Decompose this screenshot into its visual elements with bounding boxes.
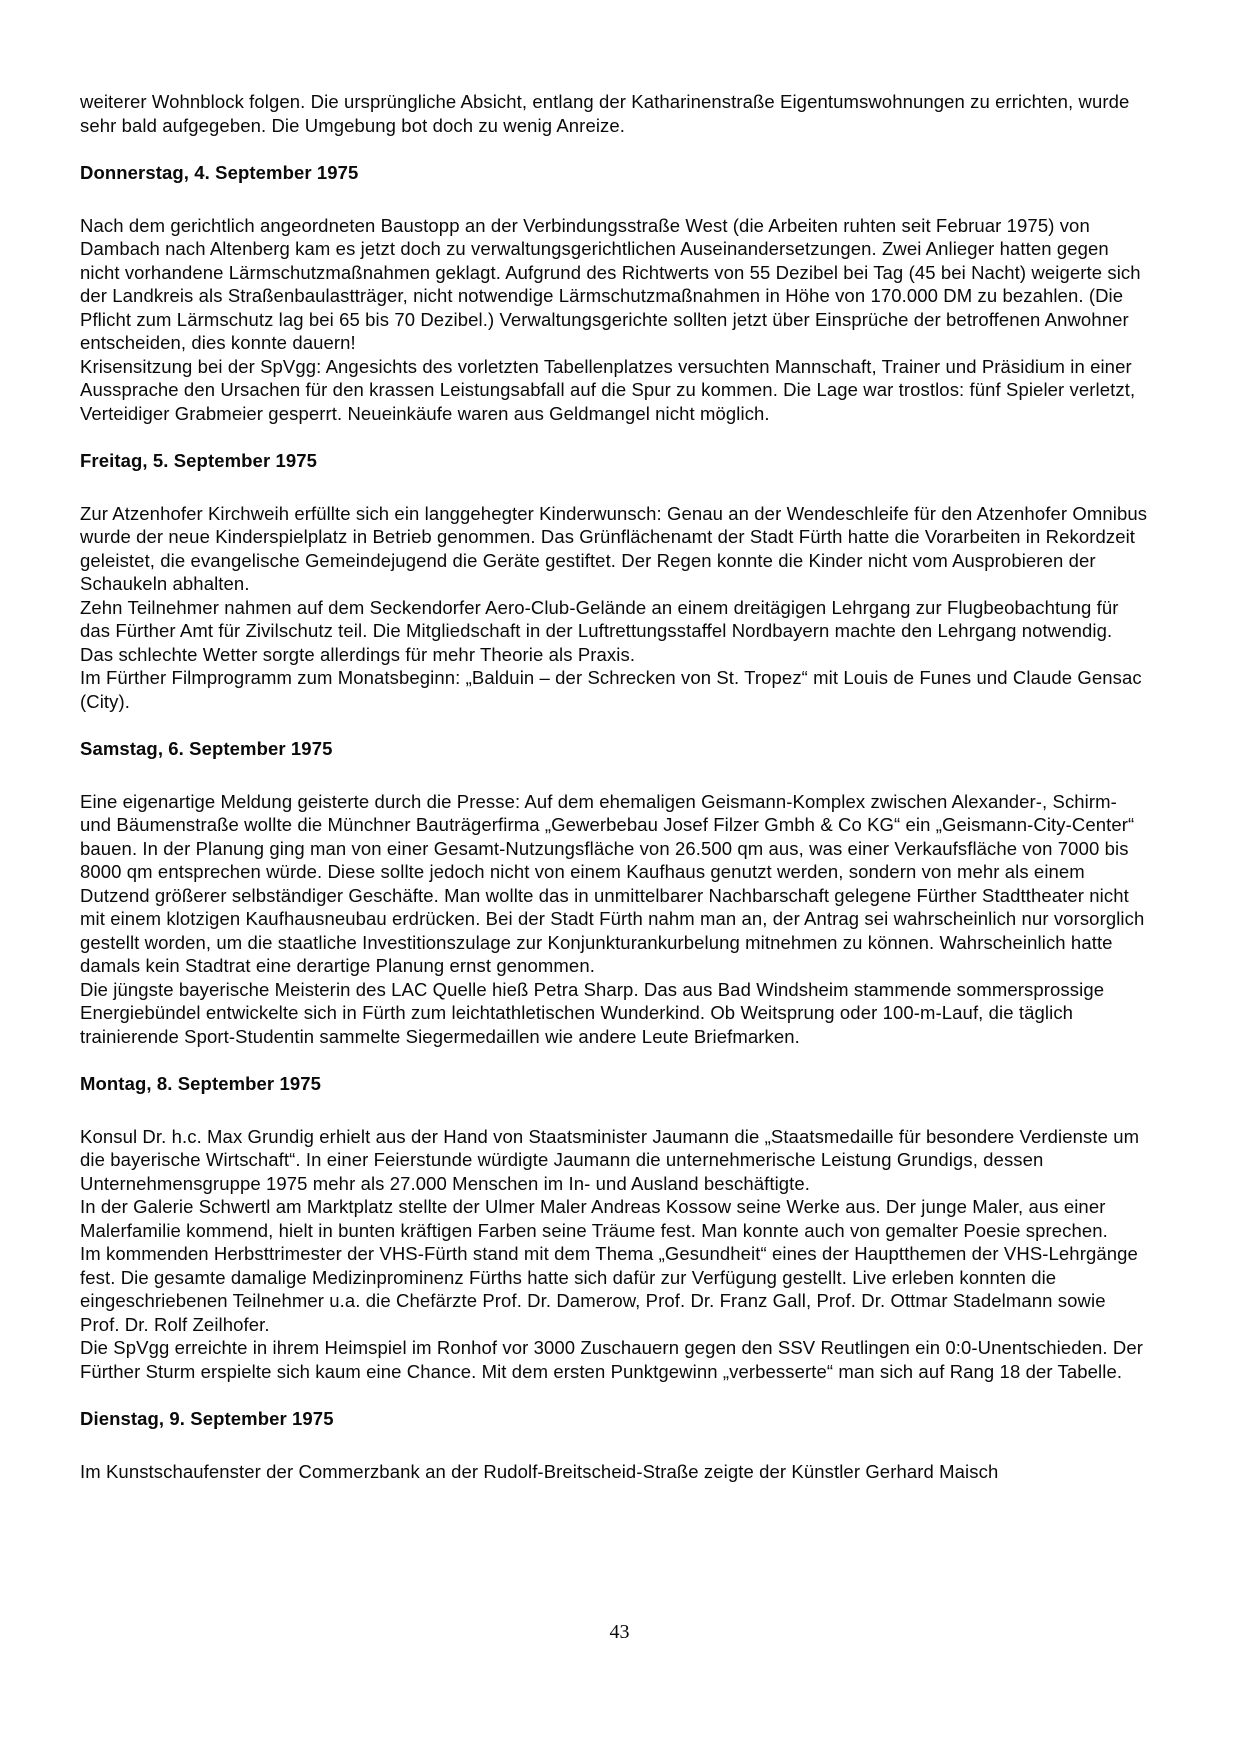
paragraph: In der Galerie Schwertl am Marktplatz stellte der Ulmer Maler Andreas Kossow seine Werke aus. Der junge Maler, aus einer Malerfamilie kommend, hielt in bunten kräftigen Farben seine Träume fest. Man konnte auch von gemalter Poesie sprechen. [80,1196,1108,1241]
paragraph: Im kommenden Herbsttrimester der VHS-Fürth stand mit dem Thema „Gesundheit“ eines der Hauptthemen der VHS-Lehrgänge fest. Die gesamte damalige Medizinprominenz Fürths hatte sich dafür zur Verfügung gestellt. Live erleben konnten die eingeschriebenen Teilnehmer u.a. die Chefärzte Prof. Dr. Damerow, Prof. Dr. Franz Gall, Prof. Dr. Ottmar Stadelmann sowie Prof. Dr. Rolf Zeilhofer. [80,1243,1138,1335]
paragraph: Zehn Teilnehmer nahmen auf dem Seckendorfer Aero-Club-Gelände an einem dreitägigen Lehrgang zur Flugbeobachtung für das Fürther Amt für Zivilschutz teil. Die Mitgliedschaft in der Luftrettungsstaffel Nordbayern machte den Lehrgang notwendig. Das schlechte Wetter sorgte allerdings für mehr Theorie als Praxis. [80,596,1119,665]
paragraph: Im Fürther Filmprogramm zum Monatsbeginn: „Balduin – der Schrecken von St. Tropez“ mit Louis de Funes und Claude Gensac (City). [80,667,1142,712]
paragraph: Nach dem gerichtlich angeordneten Baustopp an der Verbindungsstraße West (die Arbeiten ruhten seit Februar 1975) von Dambach nach Altenberg kam es jetzt doch zu verwaltungsgerichtlichen Auseinandersetzungen. Zwei Anlieger hatten gegen nicht vorhandene Lärmschutzmaßnahmen geklagt. Aufgrund des Richtwerts von 55 Dezibel bei Tag (45 bei Nacht) weigerte sich der Landkreis als Straßenbaulastträger, nicht notwendige Lärmschutzmaßnahmen in Höhe von 170.000 DM zu bezahlen. (Die Pflicht zum Lärmschutz lag bei 65 bis 70 Dezibel.) Verwaltungsgerichte sollten jetzt über Einsprüche der betroffenen Anwohner entscheiden, dies konnte dauern! [80,214,1141,353]
continued-paragraph: weiterer Wohnblock folgen. Die ursprüngliche Absicht, entlang der Katharinenstraße Eigentumswohnungen zu errichten, wurde sehr bald aufgegeben. Die Umgebung bot doch zu wenig Anreize. [80,91,1130,136]
paragraph: Die jüngste bayerische Meisterin des LAC Quelle hieß Petra Sharp. Das aus Bad Windsheim stammende sommersprossige Energiebündel entwickelte sich in Fürth zum leichtathletischen Wunderkind. Ob Weitsprung oder 100-m-Lauf, die täglich trainierende Sport-Studentin sammelte Siegermedaillen wie andere Leute Briefmarken. [80,978,1105,1047]
paragraph: Die SpVgg erreichte in ihrem Heimspiel im Ronhof vor 3000 Zuschauern gegen den SSV Reutlingen ein 0:0-Unentschieden. Der Fürther Sturm erspielte sich kaum eine Chance. Mit dem ersten Punktgewinn „verbesserte“ man sich auf Rang 18 der Tabelle. [80,1337,1143,1382]
paragraph: Im Kunstschaufenster der Commerzbank an der Rudolf-Breitscheid-Straße zeigte der Künstler Gerhard Maisch [80,1460,999,1482]
section-heading-donnerstag: Donnerstag, 4. September 1975 [80,162,359,183]
paragraph: Krisensitzung bei der SpVgg: Angesichts des vorletzten Tabellenplatzes versuchten Mannschaft, Trainer und Präsidium in einer Aussprache den Ursachen für den krassen Leistungsabfall auf die Spur zu kommen. Die Lage war trostlos: fünf Spieler verletzt, Verteidiger Grabmeier gesperrt. Neueinkäufe waren aus Geldmangel nicht möglich. [80,355,1136,424]
section-heading-montag: Montag, 8. September 1975 [80,1073,322,1094]
section-heading-freitag: Freitag, 5. September 1975 [80,450,318,471]
paragraph: Zur Atzenhofer Kirchweih erfüllte sich ein langgehegter Kinderwunsch: Genau an der Wendeschleife für den Atzenhofer Omnibus wurde der neue Kinderspielplatz in Betrieb genommen. Das Grünflächenamt der Stadt Fürth hatte die Vorarbeiten in Rekordzeit geleistet, die evangelische Gemeindejugend die Geräte gestiftet. Der Regen konnte die Kinder nicht vom Ausprobieren der Schaukeln abhalten. [80,502,1148,594]
section-heading-dienstag: Dienstag, 9. September 1975 [80,1408,334,1429]
page-number: 43 [609,1621,630,1643]
paragraph: Eine eigenartige Meldung geisterte durch die Presse: Auf dem ehemaligen Geismann-Komplex zwischen Alexander-, Schirm- und Bäumenstraße wollte die Münchner Bauträgerfirma „Gewerbebau Josef Filzer Gmbh & Co KG“ ein „Geismann-City-Center“ bauen. In der Planung ging man von einer Gesamt-Nutzungsfläche von 26.500 qm aus, was einer Verkaufsfläche von 7000 bis 8000 qm entsprechen würde. Diese sollte jedoch nicht von einem Kaufhaus genutzt werden, sondern von mehr als einem Dutzend größerer selbständiger Geschäfte. Man wollte das in unmittelbarer Nachbarschaft gelegene Fürther Stadttheater nicht mit einem klotzigen Kaufhausneubau erdrücken. Bei der Stadt Fürth nahm man an, der Antrag sei wahrscheinlich nur vorsorglich gestellt worden, um die staatliche Investitionszulage zur Konjunkturankurbelung mitnehmen zu können. Wahrscheinlich hatte damals kein Stadtrat eine derartige Planung ernst genommen. [80,790,1145,976]
paragraph: Konsul Dr. h.c. Max Grundig erhielt aus der Hand von Staatsminister Jaumann die „Staatsmedaille für besondere Verdienste um die bayerische Wirtschaft“. In einer Feierstunde würdigte Jaumann die unternehmerische Leistung Grundigs, dessen Unternehmensgruppe 1975 mehr als 27.000 Menschen im In- und Ausland beschäftigte. [80,1125,1140,1194]
section-heading-samstag: Samstag, 6. September 1975 [80,738,333,759]
